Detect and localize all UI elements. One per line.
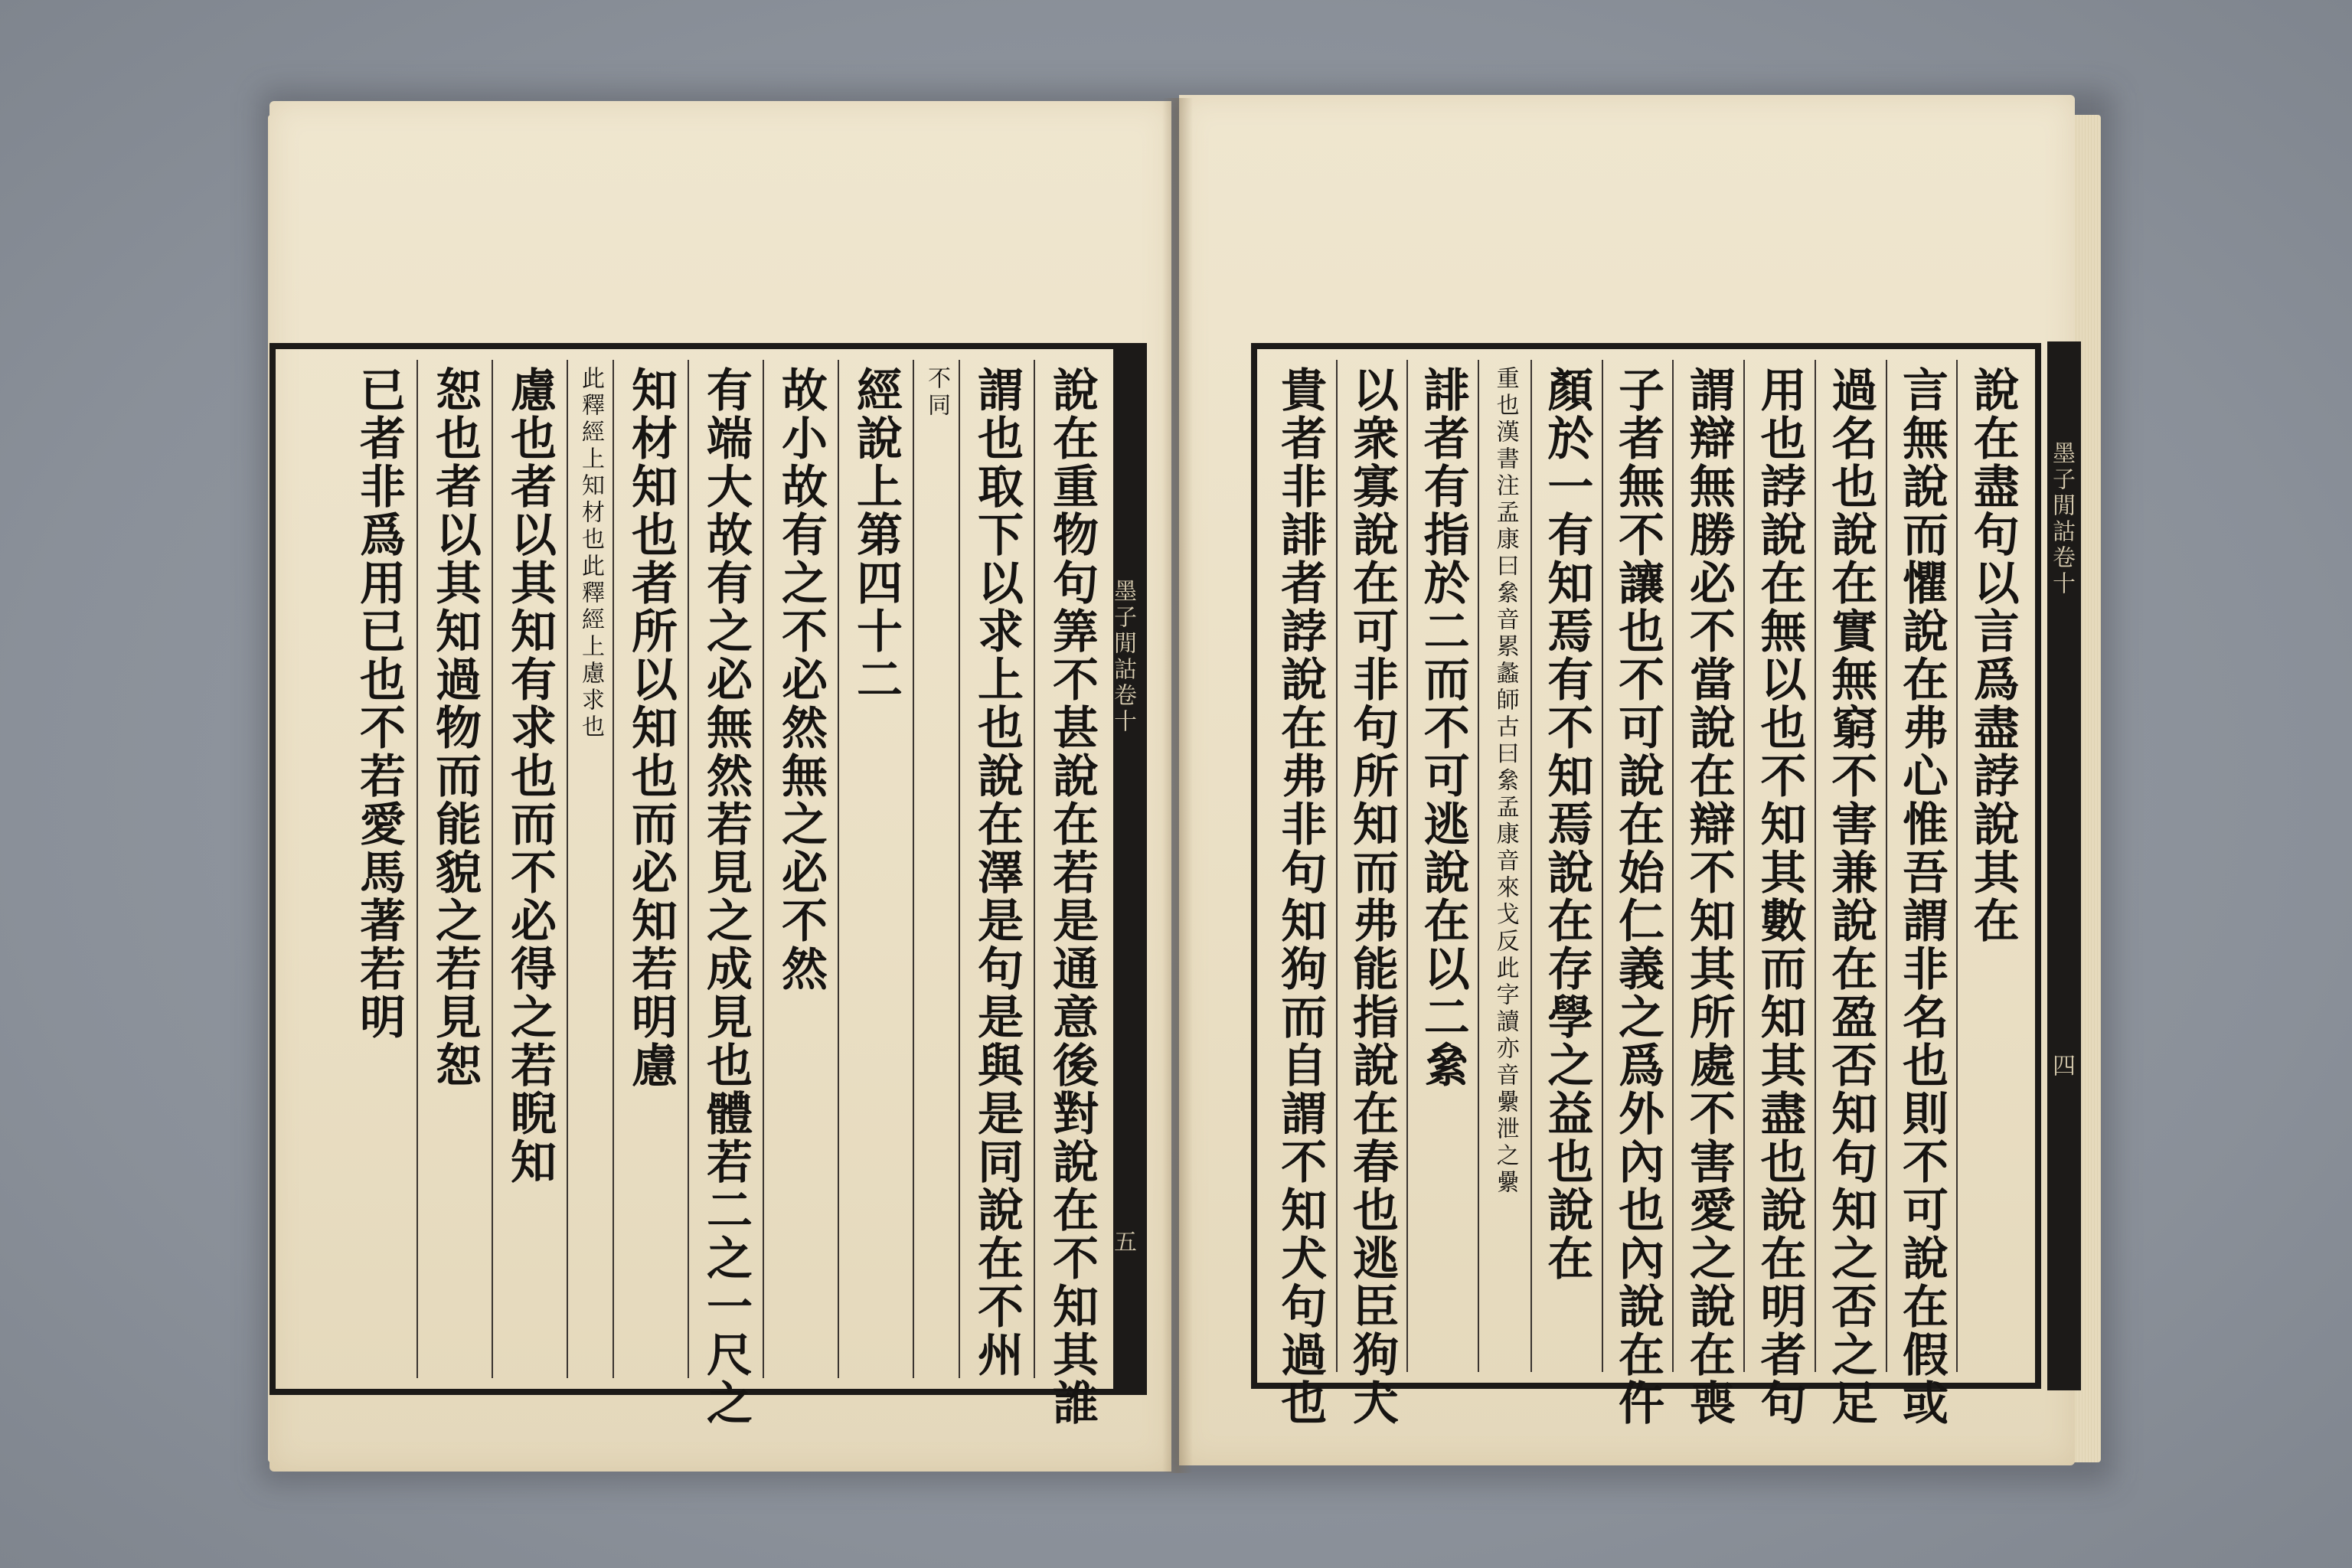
text-column [1478,360,1530,1372]
column-text: 有端大故有之必無然若見之成見也體若二之一尺之 [699,366,753,1427]
column-text: 已者非爲用已也不若愛馬著若明 [352,366,406,1041]
column-text: 恕也者以其知過物而能貌之若見恕 [428,366,482,1089]
text-column [838,360,913,1378]
text-column [1265,360,1336,1427]
text-column [913,360,959,1378]
annotation-text: 重也漢書注孟康曰絫音累蠡師古曰絫孟康音來戈反此字讀亦音纍泄之纍 [1491,366,1519,1197]
column-text: 故小故有之不必然無之必不然 [774,366,828,993]
chapter-heading: 經說上第四十二 [849,366,903,704]
right-running-head: 墨子閒詁卷十 [2048,441,2075,597]
column-text: 以衆寡說在可非句所知而弗能指說在春也逃臣狗犬 [1344,366,1399,1427]
text-column [341,360,416,1378]
column-text: 說在盡句以言爲盡誖說其在 [1965,366,2020,945]
column-text: 子者無不讓也不可說在始仁義之爲外內也內說在仵 [1611,366,1665,1427]
text-column [1530,360,1602,1372]
column-text: 慮也者以其知有求也而不必得之若睨知 [503,366,557,1186]
column-text: 貴者非誹者誖說在弗非句知狗而自謂不知犬句過也 [1273,366,1328,1427]
column-text: 言無說而懼說在弗心惟吾謂非名也則不可說在假或 [1894,366,1949,1427]
text-column [567,360,612,1378]
column-text: 過名也說在實無窮不害兼說在盈否知句知之否之足 [1824,366,1878,1427]
left-leaf-number: 五 [1109,1230,1136,1256]
text-column [1743,360,1815,1427]
text-column [1336,360,1407,1427]
left-page-text-frame [270,343,1147,1427]
left-column-grid [286,360,1109,1427]
text-column [416,360,492,1378]
right-column-grid [1265,360,2027,1427]
right-page-text-frame [1251,343,2075,1427]
text-column [1602,360,1673,1427]
book-gutter [1162,98,1193,1473]
column-text: 謂也取下以求上也說在澤是句是與是同說在不州 [970,366,1024,1379]
left-running-head: 墨子閒詁卷十 [1109,579,1136,735]
text-column [1815,360,1886,1427]
text-column [612,360,688,1378]
text-column [763,360,838,1378]
text-column [1956,360,2027,1372]
column-text: 說在重物句筭不甚說在若是通意後對說在不知其誰 [1045,366,1099,1427]
text-column [1406,360,1478,1372]
right-leaf-number: 四 [2048,1054,2075,1080]
column-text: 誹者有指於二而不可逃說在以二絫 [1416,366,1470,1089]
annotation-text: 此釋經上知材也此釋經上慮求也 [577,366,604,741]
text-column [492,360,567,1378]
column-text: 用也誖說在無以也不知其數而知其盡也說在明者句 [1753,366,1807,1427]
text-column [688,360,763,1427]
column-text: 知材知也者所以知也而必知若明慮 [624,366,678,1089]
text-column [1672,360,1743,1427]
column-text: 顏於一有知焉有不知焉說在存學之益也說在 [1540,366,1594,1282]
annotation-text: 不同 [923,366,950,420]
text-column [1034,360,1109,1427]
text-column [1886,360,1957,1427]
text-column [959,360,1034,1378]
column-text: 謂辯無勝必不當說在辯不知其所處不害愛之說在喪 [1681,366,1736,1427]
